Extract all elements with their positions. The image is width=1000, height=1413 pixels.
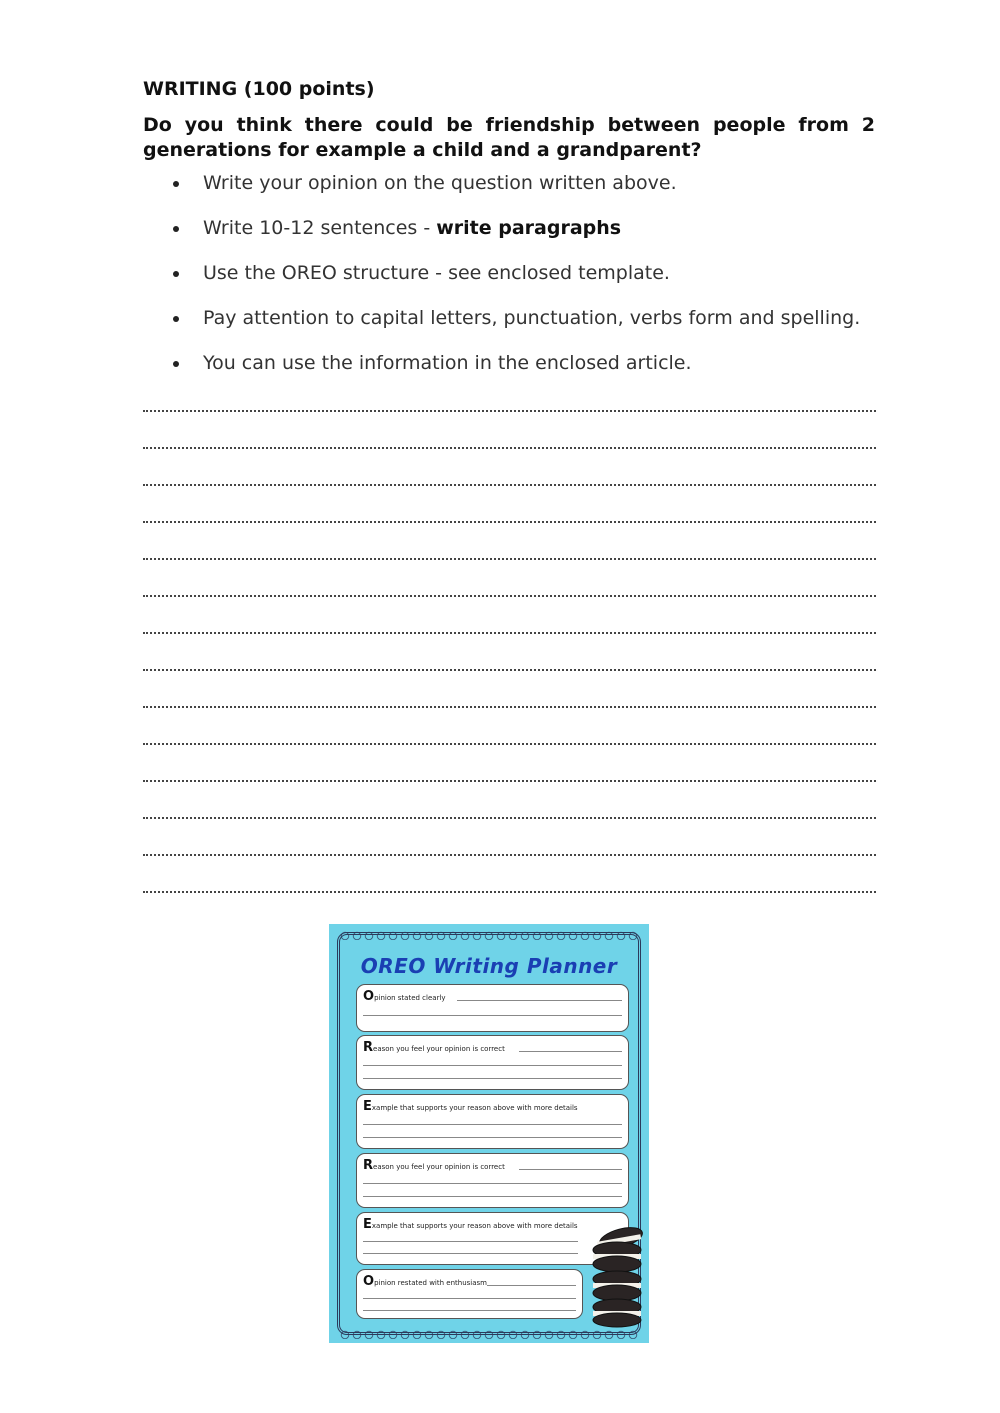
- instruction-emphasis: write paragraphs: [436, 217, 622, 239]
- instruction-item: [170, 303, 890, 348]
- planner-box-label: Opinion stated clearly: [363, 989, 446, 1004]
- writing-line[interactable]: [143, 663, 876, 700]
- planner-line: [519, 1169, 622, 1170]
- writing-line[interactable]: [143, 626, 876, 663]
- planner-line: [363, 1298, 576, 1299]
- planner-line: [363, 1183, 622, 1184]
- bullet-icon: [173, 181, 179, 187]
- writing-line[interactable]: [143, 515, 876, 552]
- planner-title: OREO Writing Planner: [360, 954, 618, 978]
- planner-line: [363, 1078, 622, 1079]
- bullet-icon: [173, 361, 179, 367]
- writing-line[interactable]: [143, 478, 876, 515]
- instruction-text: You can use the information in the enclosed article.: [203, 352, 692, 374]
- planner-box-opinion-restated: [356, 1269, 583, 1319]
- scallop-border-bottom: [339, 1329, 639, 1339]
- instruction-item: [170, 258, 890, 303]
- writing-line[interactable]: [143, 589, 876, 626]
- planner-box-example: [356, 1094, 629, 1149]
- planner-line: [363, 1253, 578, 1254]
- writing-line[interactable]: [143, 552, 876, 589]
- bullet-icon: [173, 316, 179, 322]
- writing-line[interactable]: [143, 404, 876, 441]
- planner-line: [363, 1124, 622, 1125]
- planner-box-reason: [356, 1035, 629, 1090]
- planner-line: [363, 1241, 578, 1242]
- planner-box-label: Example that supports your reason above with more details: [363, 1217, 578, 1232]
- worksheet-heading: WRITING (100 points): [143, 78, 375, 100]
- planner-line: [363, 1065, 622, 1066]
- instruction-item: [170, 168, 890, 213]
- planner-box-label: Opinion restated with enthusiasm: [363, 1274, 487, 1289]
- planner-box-reason: [356, 1153, 629, 1208]
- instruction-text: Write your opinion on the question written above.: [203, 172, 677, 194]
- writing-line[interactable]: [143, 700, 876, 737]
- instruction-text: Pay attention to capital letters, punctuation, verbs form and spelling.: [203, 307, 861, 329]
- planner-line: [363, 1015, 622, 1016]
- oreo-cookie-stack-icon: [587, 1224, 647, 1329]
- planner-box-label: Reason you feel your opinion is correct: [363, 1158, 505, 1173]
- instruction-list: [170, 168, 890, 393]
- instruction-item: [170, 213, 890, 258]
- writing-question: Do you think there could be friendship between people from 2 generations for example a child and a grandparent?: [143, 114, 875, 161]
- writing-line[interactable]: [143, 811, 876, 848]
- planner-box-opinion: [356, 984, 629, 1032]
- planner-box-label: Reason you feel your opinion is correct: [363, 1040, 505, 1055]
- writing-line[interactable]: [143, 848, 876, 885]
- writing-line[interactable]: [143, 885, 876, 922]
- planner-box-label: Example that supports your reason above with more details: [363, 1099, 578, 1114]
- instruction-item: [170, 348, 890, 393]
- planner-line: [457, 1000, 622, 1001]
- writing-line[interactable]: [143, 774, 876, 811]
- planner-line: [519, 1051, 622, 1052]
- instruction-text: Use the OREO structure - see enclosed template.: [203, 262, 670, 284]
- bullet-icon: [173, 226, 179, 232]
- planner-line: [363, 1137, 622, 1138]
- writing-line[interactable]: [143, 737, 876, 774]
- oreo-planner: [329, 924, 649, 1343]
- planner-line: [487, 1285, 576, 1286]
- bullet-icon: [173, 271, 179, 277]
- writing-lines: [143, 404, 876, 922]
- planner-line: [363, 1196, 622, 1197]
- planner-line: [363, 1310, 576, 1311]
- writing-line[interactable]: [143, 441, 876, 478]
- instruction-text: Write 10-12 sentences -: [203, 217, 437, 239]
